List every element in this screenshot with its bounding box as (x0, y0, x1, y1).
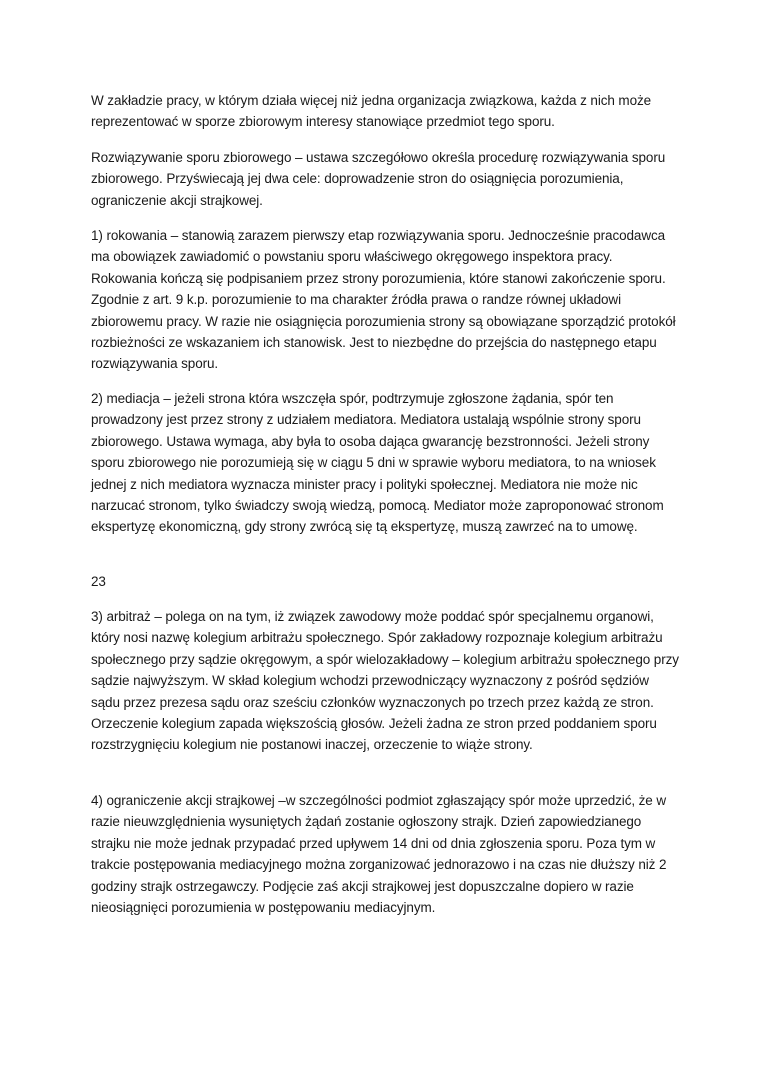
paragraph-mediation: 2) mediacja – jeżeli strona która wszczęła spór, podtrzymuje zgłoszone żądania, spór ten prowadzony jest przez strony z udziałem mediatora. Mediatora ustalają wspólnie strony sporu zbiorowego. Ustawa wymaga, aby była to osoba dająca gwarancję bezstronności. Jeżeli strony sporu zbiorowego nie porozumieją się w ciągu 5 dni w sprawie wyboru mediatora, to na wniosek jednej z nich mediatora wyznacza minister pracy i polityki społecznej. Mediatora nie może nic narzucać stronom, tylko świadczy swoją wiedzą, pomocą. Mediator może zaproponować stronom ekspertyzę ekonomiczną, gdy strony zwrócą się tą ekspertyzę, muszą zawrzeć na to umowę. (91, 391, 664, 535)
paragraph-dispute-resolution-intro: Rozwiązywanie sporu zbiorowego – ustawa szczegółowo określa procedurę rozwiązywania sporu zbiorowego. Przyświecają jej dwa cele: doprowadzenie stron do osiągnięcia porozumienia, ograniczenie akcji strajkowej. (91, 150, 666, 208)
paragraph-arbitration: 3) arbitraż – polega on na tym, iż związek zawodowy może poddać spór specjalnemu organowi, który nosi nazwę kolegium arbitrażu społecznego. Spór zakładowy rozpoznaje kolegium arbitrażu społecznego przy sądzie okręgowym, a spór wielozakładowy – kolegium arbitrażu społecznego przy sądzie najwyższym. W skład kolegium wchodzi przewodniczący wyznaczony z pośród sędziów sądu przez prezesa sądu oraz sześciu członków wyznaczonych po trzech przez każdą ze stron. Orzeczenie kolegium zapada większością głosów. Jeżeli żadna ze stron przed poddaniem sporu rozstrzygnięciu kolegium nie postanowi inaczej, orzeczenie to wiąże strony. (91, 609, 679, 753)
paragraph-negotiations: 1) rokowania – stanowią zarazem pierwszy etap rozwiązywania sporu. Jednocześnie pracodawca ma obowiązek zawiadomić o powstaniu sporu właściwego okręgowego inspektora pracy. Rokowania kończą się podpisaniem przez strony porozumienia, które stanowi zakończenie sporu. Zgodnie z art. 9 k.p. porozumienie to ma charakter źródła prawa o randze równej układowi zbiorowemu pracy. W razie nie osiągnięcia porozumienia strony są obowiązane sporządzić protokół rozbieżności ze wskazaniem ich stanowisk. Jest to niezbędne do przejścia do następnego etapu rozwiązywania sporu. (91, 228, 676, 372)
page-number: 23 (91, 574, 106, 589)
paragraph-union-representation: W zakładzie pracy, w którym działa więcej niż jedna organizacja związkowa, każda z nich może reprezentować w sporze zbiorowym interesy stanowiące przedmiot tego sporu. (91, 93, 652, 130)
paragraph-strike-limitation: 4) ograniczenie akcji strajkowej –w szczególności podmiot zgłaszający spór może uprzedzić, że w razie nieuwzględnienia wysuniętych żądań zostanie ogłoszony strajk. Dzień zapowiedzianego strajku nie może jednak przypadać przed upływem 14 dni od dnia zgłoszenia sporu. Poza tym w trakcie postępowania mediacyjnego można zorganizować jednorazowo i na czas nie dłuższy niż 2 godziny strajk ostrzegawczy. Podjęcie zaś akcji strajkowej jest dopuszczalne dopiero w razie nieosiągnięci porozumienia w postępowaniu mediacyjnym. (91, 793, 667, 916)
